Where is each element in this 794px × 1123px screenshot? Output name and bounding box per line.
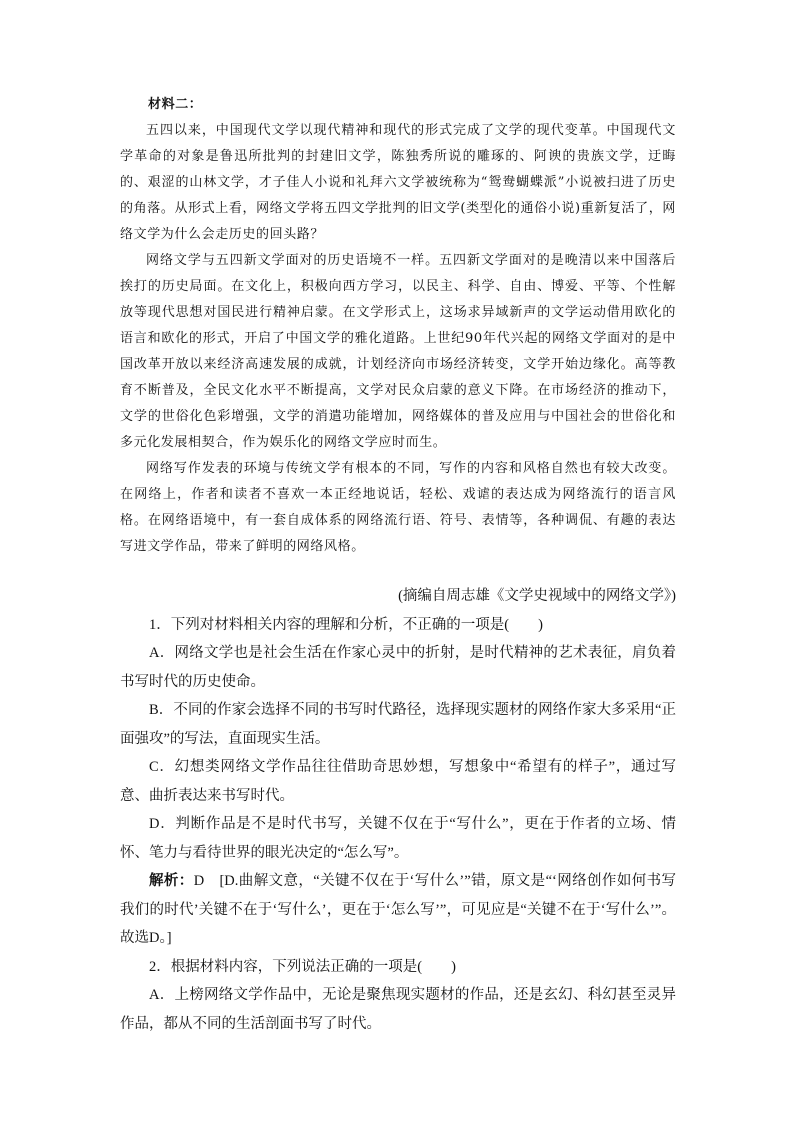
material-source: (摘编自周志雄《文学史视域中的网络文学》) (398, 588, 676, 604)
material-paragraph-3: 网络写作发表的环境与传统文学有根本的不同，写作的内容和风格自然也有较大改变。在网络上，作者和读者不喜欢一本正经地说话，轻松、戏谑的表达成为网络流行的语言风格。在网络语境中，有一套自成体系的网络流行语、符号、表情等，各种调侃、有趣的表达写进文学作品，带来了鲜明的网络风格。 (120, 461, 676, 554)
q1-option-a: A．网络文学也是社会生活在作家心灵中的折射，是时代精神的艺术表征，肩负着书写时代的历史使命。 (120, 645, 676, 690)
q2-stem: 2．根据材料内容，下列说法正确的一项是( ) (149, 958, 456, 975)
material-heading: 材料二： (148, 97, 203, 112)
material-paragraph-1: 五四以来，中国现代文学以现代精神和现代的形式完成了文学的现代变革。中国现代文学革命的对象是鲁迅所批判的封建旧文学，陈独秀所说的雕琢的、阿谀的贵族文学，迂晦的、艰涩的山林文学，才子佳人小说和礼拜六文学被统称为“鸳鸯蝴蝶派”小说被扫进了历史的角落。从形式上看，网络文学将五四文学批判的旧文学(类型化的通俗小说)重新复活了，网络文学为什么会走历史的回头路？ (120, 123, 676, 242)
analysis-text: D [D.曲解文意，“关键不仅在于‘写什么’”错，原文是“‘网络创作如何书写我们的时代’关键不在于‘写什么’，更在于‘怎么写’”，可见应是“关键不在于‘写什么’”。故选D。] (120, 873, 677, 946)
q1-analysis (120, 867, 676, 953)
q1-option-b: B．不同的作家会选择不同的书写时代路径，选择现实题材的网络作家大多采用“正面强攻”的写法，直面现实生活。 (120, 702, 676, 747)
q1-option-d: D．判断作品是不是时代书写，关键不仅在于“写什么”，更在于作者的立场、情怀、笔力与看待世界的眼光决定的“怎么写”。 (120, 816, 676, 861)
q1-stem: 1．下列对材料相关内容的理解和分析，不正确的一项是( ) (149, 616, 543, 633)
material-body (120, 118, 676, 560)
material-paragraph-2: 网络文学与五四新文学面对的历史语境不一样。五四新文学面对的是晚清以来中国落后挨打的历史局面。在文化上，积极向西方学习，以民主、科学、自由、博爱、平等、个性解放等现代思想对国民进行精神启蒙。在文学形式上，这场求异域新声的文学运动借用欧化的语言和欧化的形式，开启了中国文学的雅化道路。上世纪90年代兴起的网络文学面对的是中国改革开放以来经济高速发展的成就，计划经济向市场经济转变，文学开始边缘化。高等教育不断普及，全民文化水平不断提高，文学对民众启蒙的意义下降。在市场经济的推动下，文学的世俗化色彩增强，文学的消遣功能增加，网络媒体的普及应用与中国社会的世俗化和多元化发展相契合，作为娱乐化的网络文学应时而生。 (120, 253, 676, 450)
q1-option-c: C．幻想类网络文学作品往往借助奇思妙想，写想象中“希望有的样子”，通过写意、曲折表达来书写时代。 (120, 759, 676, 804)
q2-option-a: A．上榜网络文学作品中，无论是聚焦现实题材的作品，还是玄幻、科幻甚至灵异作品，都从不同的生活剖面书写了时代。 (120, 987, 676, 1032)
analysis-label: 解析： (149, 873, 194, 889)
question-section (120, 582, 676, 1038)
